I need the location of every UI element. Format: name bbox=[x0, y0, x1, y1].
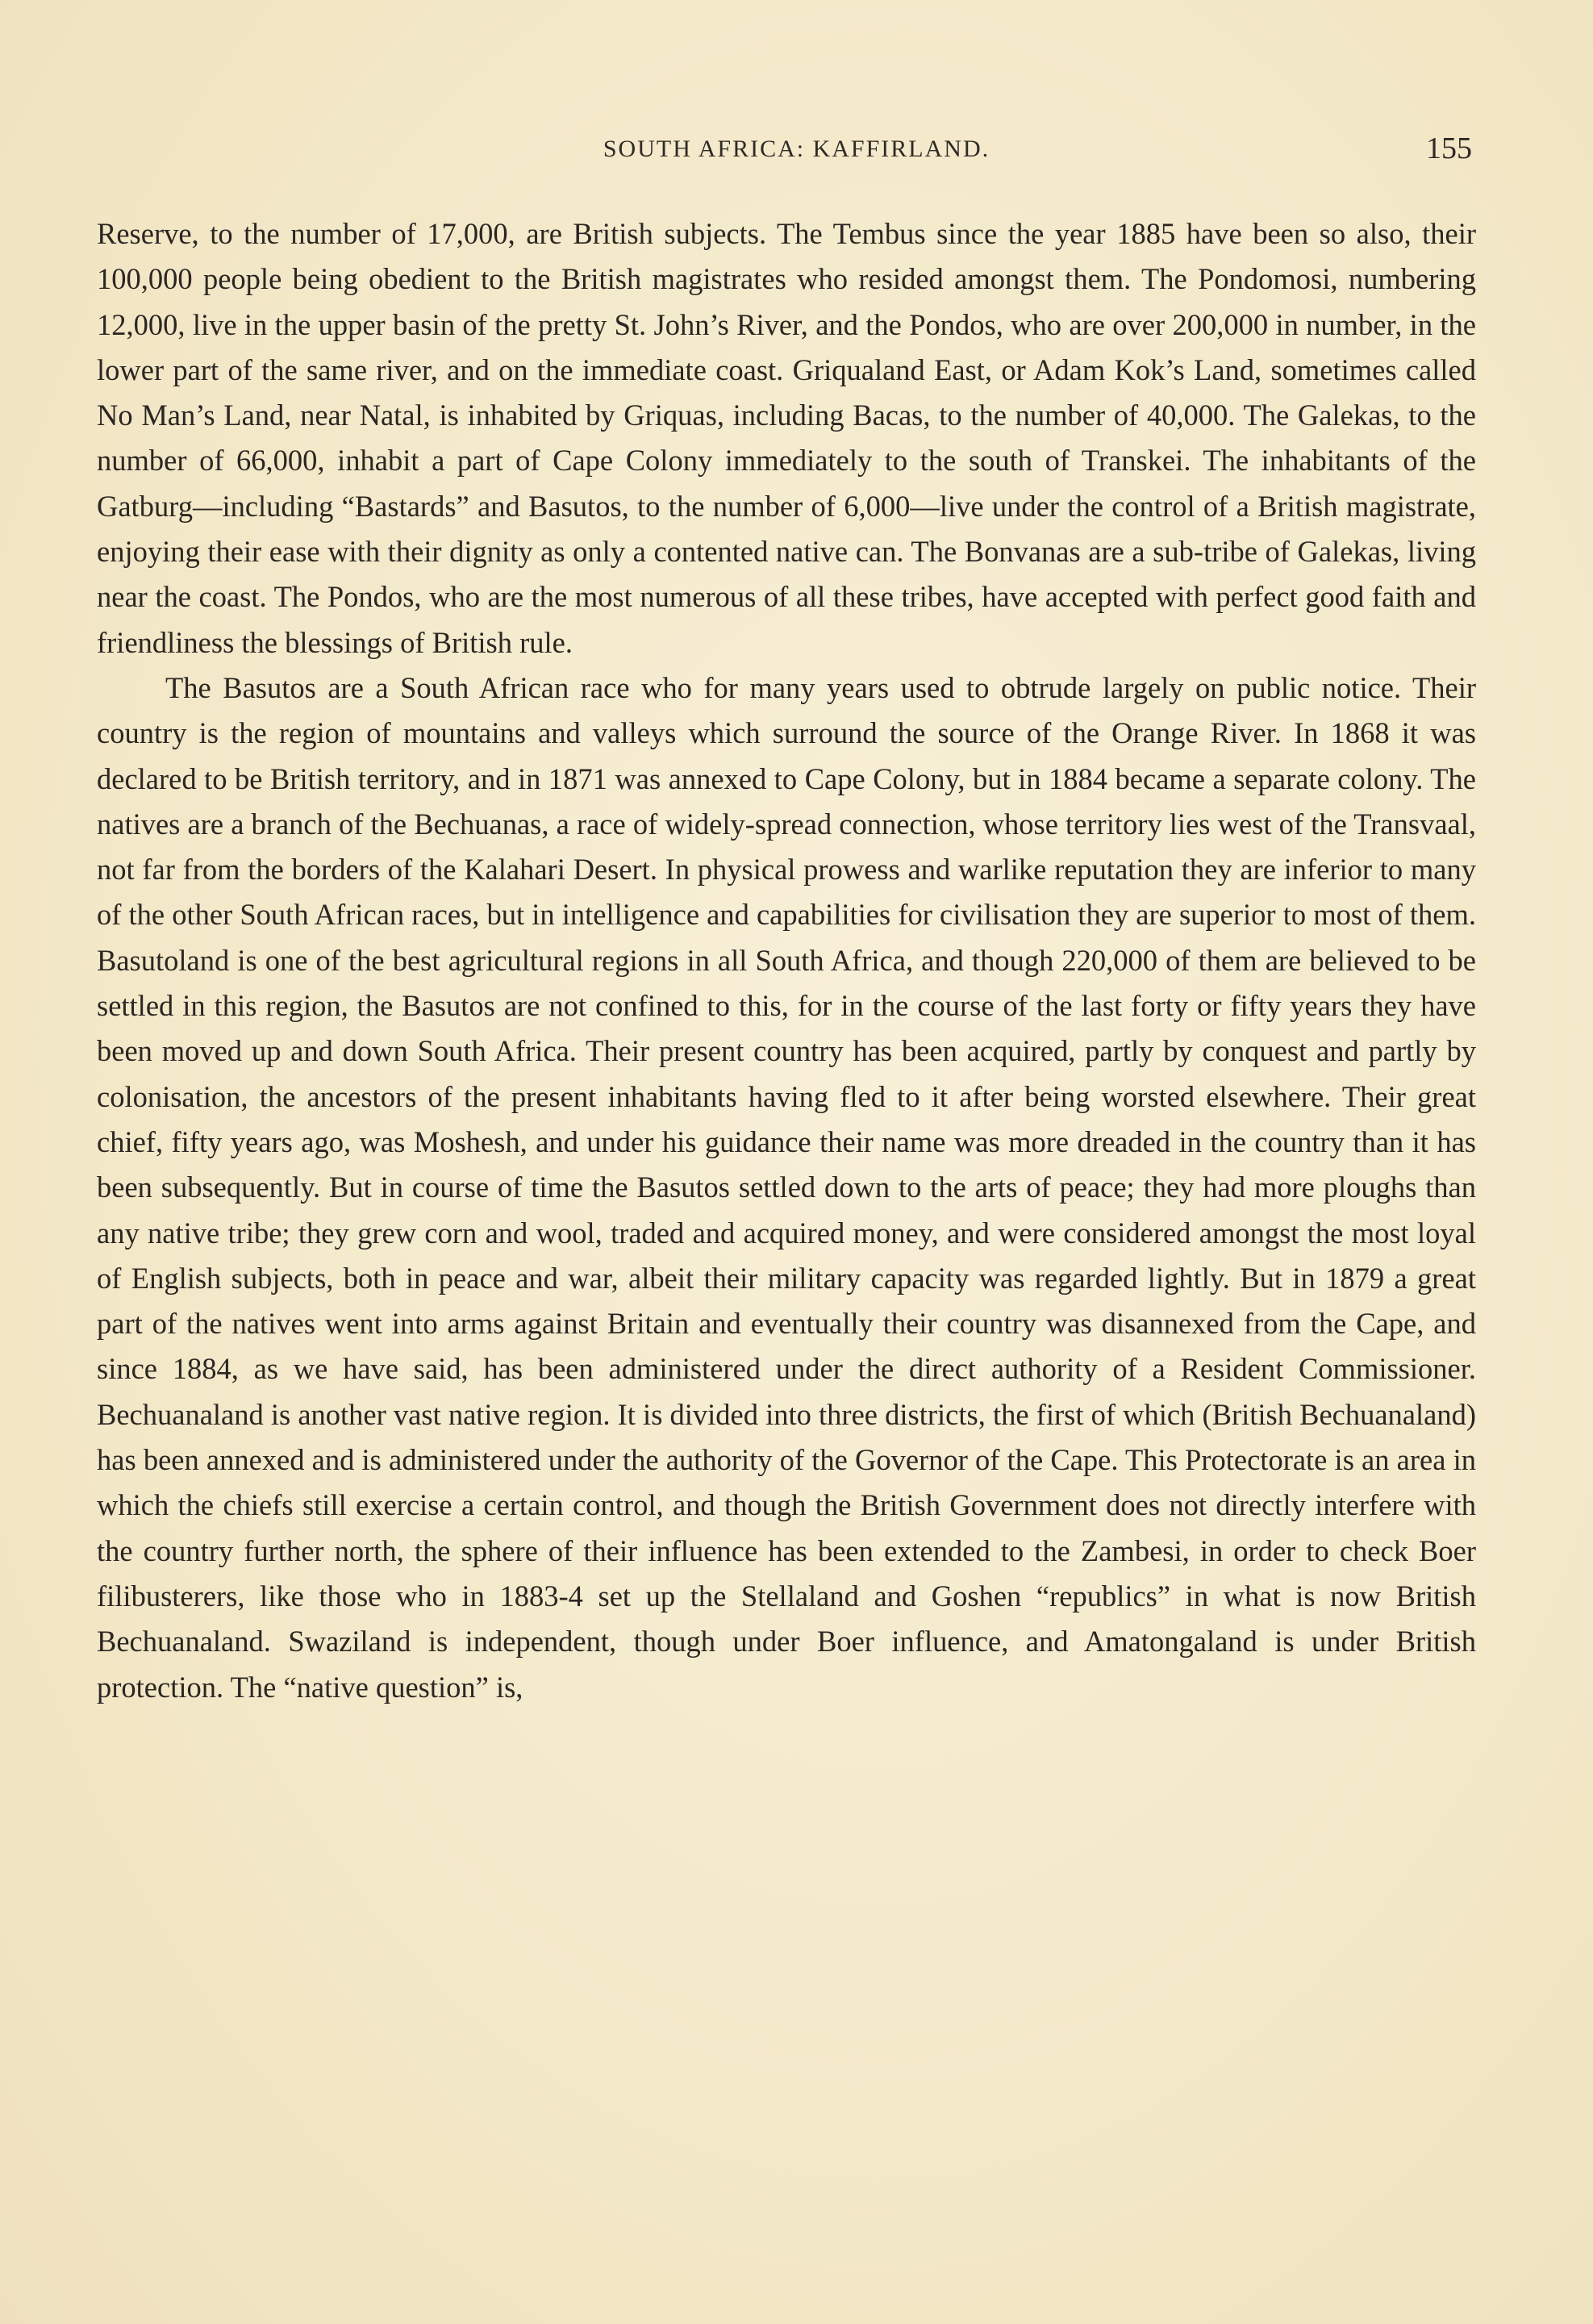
paragraph-continued: Reserve, to the number of 17,000, are British subjects. The Tembus since the year 1885 have been so also, their 100,000 people being obedient to the British magistrates who resided amongst them. The Pondomosi, numbering 12,000, live in the upper basin of the pretty St. John’s River, and the Pondos, who are over 200,000 in number, in the lower part of the same river, and on the immediate coast. Griqualand East, or Adam Kok’s Land, sometimes called No Man’s Land, near Natal, is inhabited by Griquas, including Bacas, to the number of 40,000. The Galekas, to the number of 66,000, inhabit a part of Cape Colony immediately to the south of Transkei. The inhabitants of the Gatburg—including “Bastards” and Basutos, to the number of 6,000—live under the control of a British magistrate, enjoying their ease with their dignity as only a contented native can. The Bonvanas are a sub-tribe of Galekas, living near the coast. The Pondos, who are the most numerous of all these tribes, have accepted with perfect good faith and friendliness the blessings of British rule. bbox=[97, 217, 1476, 659]
running-title: SOUTH AFRICA: KAFFIRLAND. bbox=[603, 136, 990, 162]
running-header bbox=[0, 131, 1593, 168]
paragraph-basutos: The Basutos are a South African race who for many years used to obtrude largely on public notice. Their country is the region of mountains and valleys which surround the source of the Orange River. In 1868 it was declared to be British territory, and in 1871 was annexed to Cape Colony, but in 1884 became a separate colony. The natives are a branch of the Bechuanas, a race of widely-spread connection, whose territory lies west of the Transvaal, not far from the borders of the Kalahari Desert. In physical prowess and warlike reputation they are inferior to many of the other South African races, but in intelligence and capabilities for civilisation they are superior to most of them. Basutoland is one of the best agricultural regions in all South Africa, and though 220,000 of them are believed to be settled in this region, the Basutos are not confined to this, for in the course of the last forty or fifty years they have been moved up and down South Africa. Their present country has been acquired, partly by conquest and partly by colonisation, the ancestors of the present inhabitants having fled to it after being worsted elsewhere. Their great chief, fifty years ago, was Moshesh, and under his guidance their name was more dreaded in the country than it has been subsequently. But in course of time the Basutos settled down to the arts of peace; they had more ploughs than any native tribe; they grew corn and wool, traded and acquired money, and were considered amongst the most loyal of English subjects, both in peace and war, albeit their military capacity was regarded lightly. But in 1879 a great part of the natives went into arms against Britain and eventually their country was disannexed from the Cape, and since 1884, as we have said, has been administered under the direct authority of a Resident Commissioner. Bechuanaland is another vast native region. It is divided into three districts, the first of which (British Bechuanaland) has been annexed and is administered under the authority of the Governor of the Cape. This Protectorate is an area in which the chiefs still exercise a certain control, and though the British Government does not directly interfere with the country further north, the sphere of their influence has been extended to the Zambesi, in order to check Boer filibusterers, like those who in 1883-4 set up the Stellaland and Goshen “republics” in what is now British Bechuanaland. Swaziland is independent, though under Boer influence, and Amatongaland is under British protection. The “native question” is, bbox=[97, 670, 1476, 1704]
body-text bbox=[97, 211, 1476, 1710]
page-number: 155 bbox=[1426, 131, 1472, 165]
